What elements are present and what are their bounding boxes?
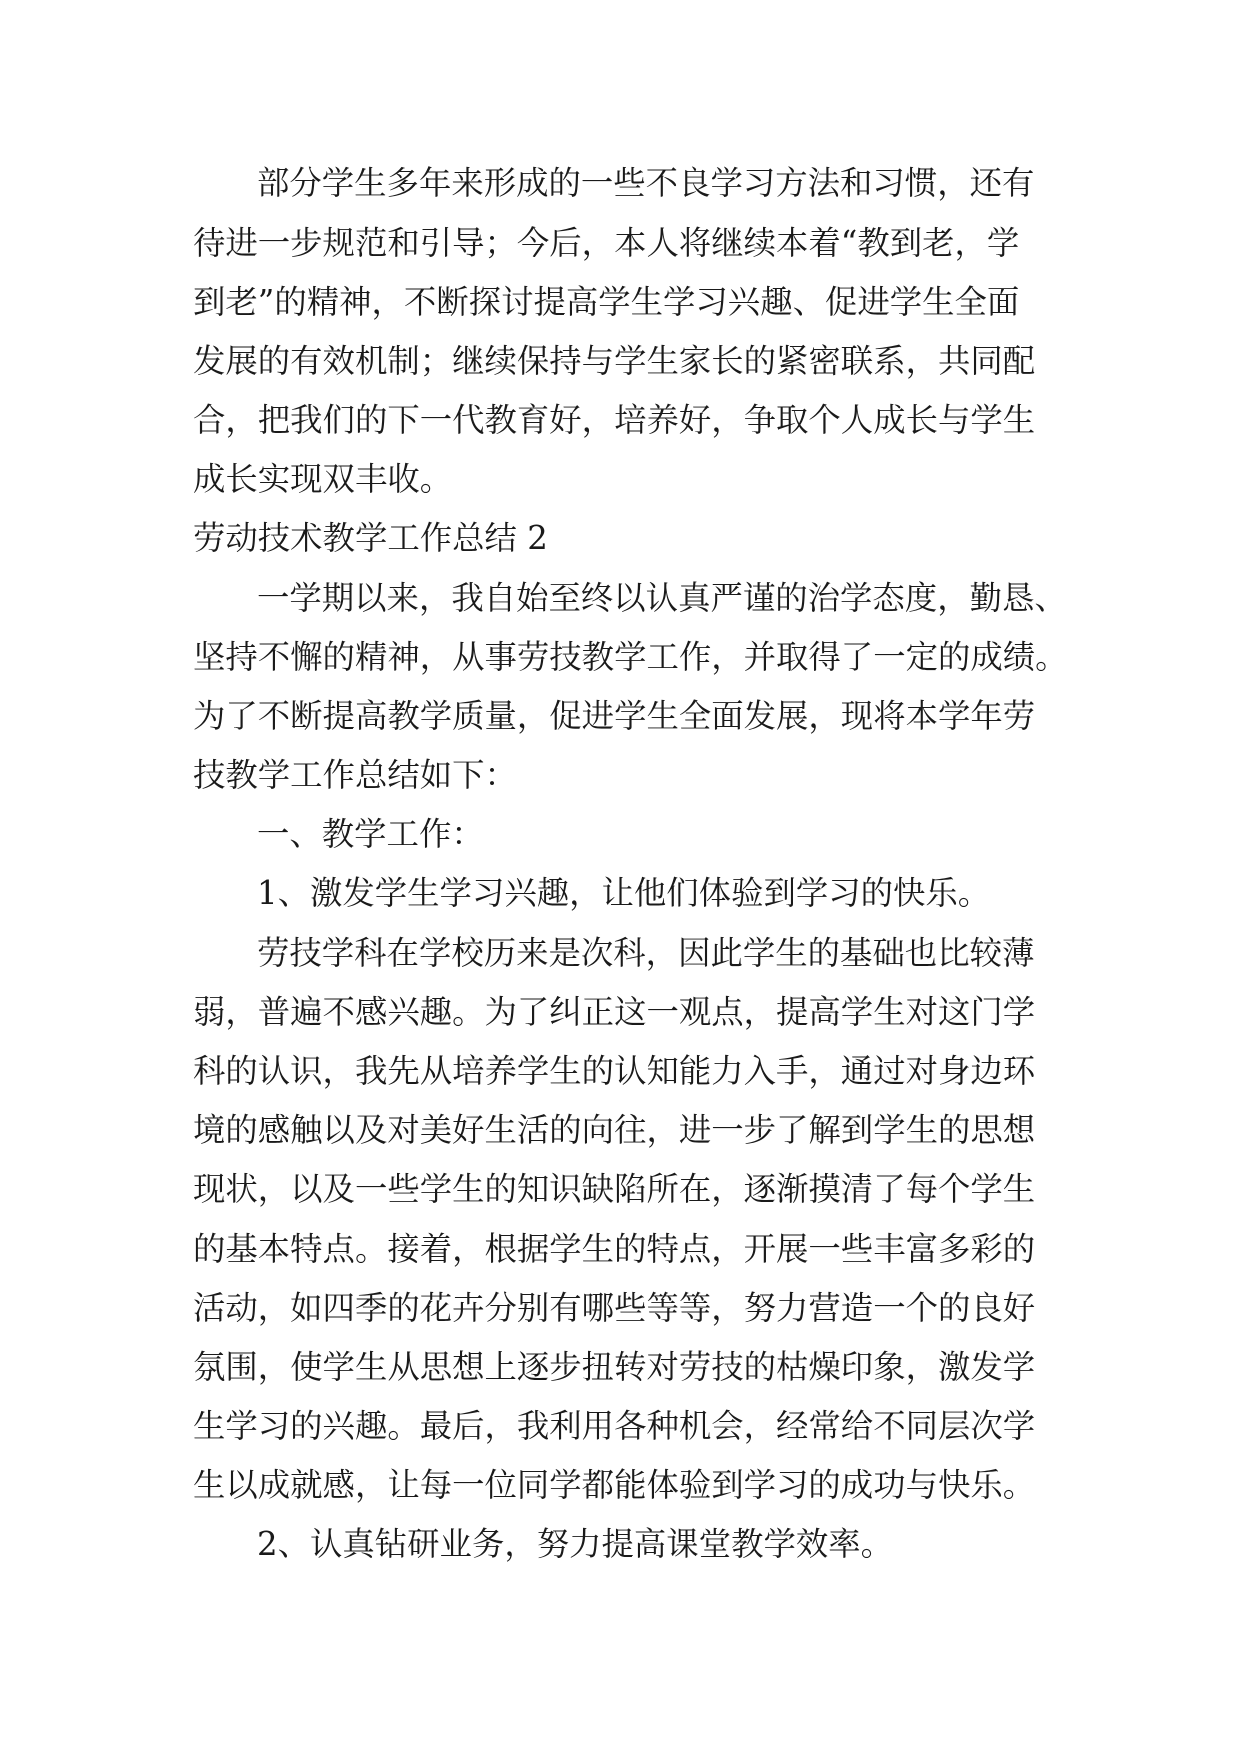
paragraph-line: 技教学工作总结如下： [193,756,517,794]
paragraph-line: 的基本特点。接着，根据学生的特点，开展一些丰富多彩的 [193,1230,1036,1268]
paragraph-line: 活动，如四季的花卉分别有哪些等等，努力营造一个的良好 [193,1289,1036,1327]
heading-teaching-work: 一、教学工作： [257,815,484,853]
paragraph-line: 劳技学科在学校历来是次科，因此学生的基础也比较薄 [257,934,1035,972]
paragraph-line: 发展的有效机制；继续保持与学生家长的紧密联系，共同配 [193,342,1036,380]
item-2: 2、认真钻研业务，努力提高课堂教学效率。 [257,1525,894,1563]
paragraph-line: 氛围，使学生从思想上逐步扭转对劳技的枯燥印象，激发学 [193,1348,1036,1386]
paragraph-line: 为了不断提高教学质量，促进学生全面发展，现将本学年劳 [193,697,1036,735]
paragraph-line: 现状，以及一些学生的知识缺陷所在，逐渐摸清了每个学生 [193,1170,1036,1208]
paragraph-line: 合，把我们的下一代教育好，培养好，争取个人成长与学生 [193,401,1036,439]
paragraph-line: 一学期以来，我自始至终以认真严谨的治学态度，勤恳、 [257,579,1067,617]
paragraph-line: 部分学生多年来形成的一些不良学习方法和习惯，还有 [257,164,1035,202]
paragraph-line: 科的认识，我先从培养学生的认知能力入手，通过对身边环 [193,1052,1036,1090]
paragraph-line: 到老”的精神，不断探讨提高学生学习兴趣、促进学生全面 [193,283,1020,321]
section-title: 劳动技术教学工作总结 2 [193,519,548,557]
paragraph-line: 待进一步规范和引导；今后，本人将继续本着“教到老，学 [193,224,1020,262]
paragraph-line: 境的感触以及对美好生活的向往，进一步了解到学生的思想 [193,1111,1036,1149]
paragraph-line: 生学习的兴趣。最后，我利用各种机会，经常给不同层次学 [193,1407,1036,1445]
paragraph-line: 生以成就感，让每一位同学都能体验到学习的成功与快乐。 [193,1466,1036,1504]
paragraph-line: 弱，普遍不感兴趣。为了纠正这一观点，提高学生对这门学 [193,993,1036,1031]
paragraph-line: 坚持不懈的精神，从事劳技教学工作，并取得了一定的成绩。 [193,638,1068,676]
paragraph-line: 成长实现双丰收。 [193,460,453,498]
item-1: 1、激发学生学习兴趣，让他们体验到学习的快乐。 [257,874,991,912]
